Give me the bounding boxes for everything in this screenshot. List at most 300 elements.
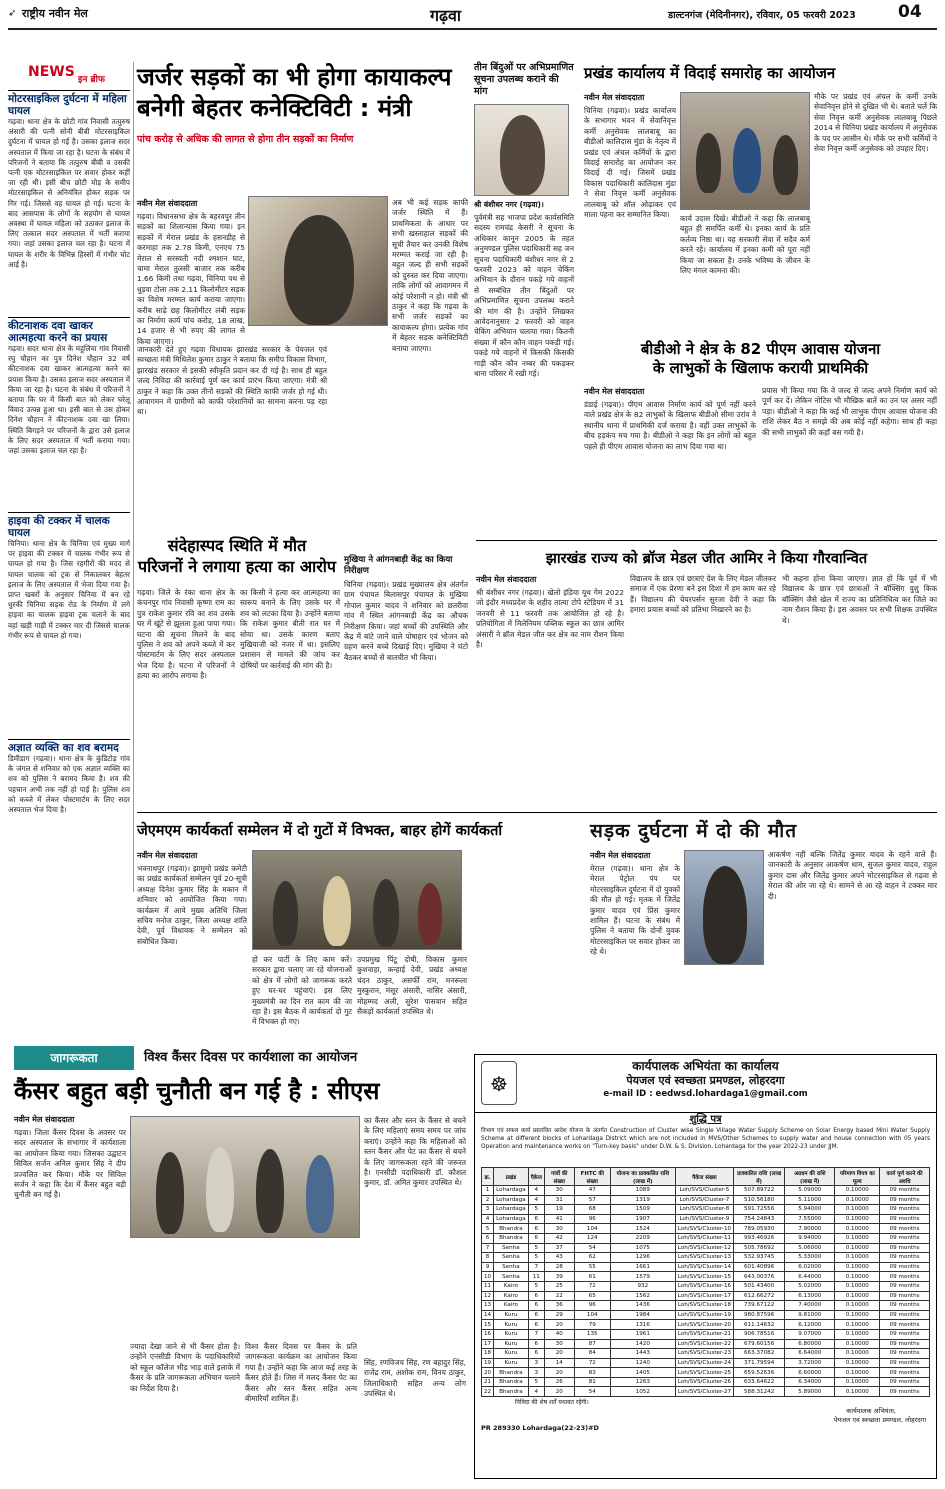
table-cell: 30 (544, 1186, 574, 1196)
table-cell: 0.10000 (835, 1205, 880, 1215)
table-cell: 20 (544, 1349, 574, 1359)
section-name: गढ़वा (430, 6, 462, 25)
dateline: डाल्टनगंज (मेदिनीनगर), रविवार, 05 फरवरी 2023 (668, 10, 856, 21)
table-cell: 1296 (610, 1253, 675, 1263)
table-cell: 81 (574, 1377, 610, 1387)
table-cell: 993.46926 (734, 1233, 785, 1243)
side-headline: तीन बिंदुओं पर अभिप्रमाणित सूचना उपलब्ध कराने की मांग (474, 62, 574, 97)
table-row (482, 1281, 930, 1291)
table-cell: 663.37082 (734, 1349, 785, 1359)
table-cell: Loh/SVS/Cluster-27 (675, 1387, 733, 1397)
suspicious-text-2: का किसी ने हत्या कर आत्महत्या का स्वरूप बनाने के लिए उसके घर में शव को लटका दिया है। उन्होंने बताया कि राकेश कुमार बीती रात घर में सोया था। उसके कारण बताए मुखियाजी को नजर में था। इसलिए प्रशासन से मामले की जांच कर दोषियों पर कार्रवाई की मांग की है। (240, 588, 340, 670)
table-cell: 7 (482, 1243, 494, 1253)
table-row (482, 1186, 930, 1196)
table-cell: 62 (574, 1253, 610, 1263)
table-cell: 13 (482, 1301, 494, 1311)
suspicious-col-1 (137, 588, 235, 808)
tender-email: e-mail ID : eedwsd.lohardaga1@gmail.com (603, 1089, 808, 1099)
table-cell: 0.10000 (835, 1387, 880, 1397)
table-cell: 611.14632 (734, 1320, 785, 1330)
cancer-col-5 (364, 1358, 466, 1478)
tender-dept: पेयजल एवं स्वच्छता प्रमण्डल, लोहरदगा (626, 1074, 785, 1087)
jmm-story (137, 820, 577, 844)
table-cell: 09 months (880, 1243, 930, 1253)
table-cell: 41 (544, 1214, 574, 1224)
table-cell: Loh/SVS/Cluster-14 (675, 1262, 733, 1272)
person-silhouette-icon (256, 1149, 284, 1233)
table-cell: 79 (574, 1320, 610, 1330)
table-cell: 54 (574, 1243, 610, 1253)
medal-headline: झारखंड राज्य को ब्रॉज मेडल जीत आमिर ने किया गौरवान्वित (545, 551, 868, 567)
table-cell: Loh/SVS/Cluster-25 (675, 1368, 733, 1378)
table-cell: 25 (544, 1281, 574, 1291)
table-row (482, 1310, 930, 1320)
table-cell: 0.10000 (835, 1281, 880, 1291)
suspicious-story (137, 535, 337, 595)
tender-header (475, 1055, 936, 1113)
tender-col-header: पैकेज (528, 1168, 544, 1186)
tender-col-header: योजना का प्राक्कलित राशि (लाख में) (610, 1168, 675, 1186)
table-cell: 55 (574, 1262, 610, 1272)
bdo-col-2 (762, 386, 937, 536)
news-logo-suffix: इन ब्रीफ (78, 75, 105, 85)
suspicious-col-2 (240, 588, 340, 808)
table-cell: 5 (528, 1281, 544, 1291)
minister-photo (248, 196, 388, 326)
table-cell: 11 (528, 1272, 544, 1282)
table-cell: 09 months (880, 1281, 930, 1291)
person-silhouette-icon (284, 215, 354, 325)
table-cell: 0.10000 (835, 1224, 880, 1234)
accident-col-2 (768, 850, 937, 1050)
tender-office: कार्यपालक अभियंता का कार्यालय (632, 1059, 779, 1073)
table-cell: 09 months (880, 1320, 930, 1330)
table-cell: 0.10000 (835, 1253, 880, 1263)
emblem-icon: ☸ (481, 1061, 517, 1105)
table-row (482, 1233, 930, 1243)
table-cell: 0.10000 (835, 1349, 880, 1359)
table-cell: Loh/SVS/Cluster-24 (675, 1358, 733, 1368)
suspicious-headline-1: संदेहास्पद स्थिति में मौत (167, 536, 307, 555)
table-row (482, 1205, 930, 1215)
table-cell: 739.67122 (734, 1301, 785, 1311)
table-cell: 3 (528, 1358, 544, 1368)
table-cell: 2 (482, 1195, 494, 1205)
table-cell: 7 (528, 1262, 544, 1272)
table-cell: 1436 (610, 1301, 675, 1311)
page-number: 04 (898, 2, 922, 22)
table-cell: 5 (528, 1205, 544, 1215)
table-cell: 1316 (610, 1320, 675, 1330)
table-row (482, 1224, 930, 1234)
table-row (482, 1195, 930, 1205)
farewell-col-3 (814, 92, 937, 337)
table-cell: 532.93745 (734, 1253, 785, 1263)
table-cell: 12 (482, 1291, 494, 1301)
table-cell: 2209 (610, 1233, 675, 1243)
table-cell: 36 (544, 1301, 574, 1311)
table-cell: 96 (574, 1214, 610, 1224)
tender-col-header: प्रखंड (494, 1168, 529, 1186)
table-cell: Loh/SVS/Cluster-22 (675, 1339, 733, 1349)
suspicious-text-1: गढ़वा। जिले के रंका थाना क्षेत्र के कंचनपुर गांव निवासी कृष्णा राम का पुत्र राकेश कुमार रवि का शव उसके घर में खूंटे से झूलता हुआ पाया गया। घटना की सूचना मिलने के बाद पुलिस ने शव को अपने कब्जे में कर पोस्टमार्टम के लिए सदर अस्पताल भेज दिया है। घटना में परिजनों ने हत्या का आरोप लगाया है। (137, 588, 235, 681)
farewell-text-2: कार्य उदास दिखे। बीडीओ ने कहा कि लालबाबू बहुत ही समर्पित कर्मी थे। इनका कार्य के प्रति कर्तव्य निष्ठा था। यह सरकारी सेवा में सदैव कर्म करते रहे। कार्यालय में इनका कमी को पूरा नहीं किया जा सकता है। उनके भविष्य के जीवन के लिए मंगल कामना की। (680, 214, 810, 276)
table-cell: Loh/SVS/Cluster-18 (675, 1301, 733, 1311)
table-row (482, 1253, 930, 1263)
cancer-byline: नवीन मेल संवाददाता (14, 1115, 75, 1124)
farewell-photo (680, 92, 810, 210)
cancer-col-1 (14, 1114, 126, 1479)
table-cell: 5.33000 (785, 1253, 835, 1263)
table-row (482, 1387, 930, 1397)
person-silhouette-icon (703, 866, 747, 964)
table-cell: 42 (544, 1233, 574, 1243)
table-row (482, 1358, 930, 1368)
table-cell: 3 (482, 1205, 494, 1215)
table-row (482, 1339, 930, 1349)
table-cell: 68 (574, 1205, 610, 1215)
bdo-headline-2: के लाभुकों के खिलाफ करायी प्राथमिकी (652, 359, 869, 377)
leader-photo (474, 104, 569, 196)
table-cell: Kairo (494, 1291, 529, 1301)
farewell-headline: प्रखंड कार्यालय में विदाई समारोह का आयोजन (584, 64, 836, 82)
table-row (482, 1243, 930, 1253)
table-cell: 5.09000 (785, 1186, 835, 1196)
anganwadi-text: चिनिया (गढ़वा)। प्रखंड मुख्यालय क्षेत्र अंतर्गत ग्राम पंचायत बिलासपुर पंचायत के मुखिया गोपाल कुमार यादव ने शनिवार को छतरीवा गांव में स्थित आंगनबाड़ी केंद्र का औचक निरीक्षण किया। जहां बच्चों की उपस्थिति और केंद्र में बांटे जाने वाले पोषाहार एवं भोजन को ग्रहण करने बच्चे दिखाई दिए। मुखिया ने घंटो बैठकर बच्चों से बातचीत भी किया। (344, 580, 468, 662)
table-cell: 6.12000 (785, 1320, 835, 1330)
table-cell: 26 (544, 1377, 574, 1387)
table-cell: 5.02000 (785, 1281, 835, 1291)
table-cell: 0.10000 (835, 1233, 880, 1243)
lead-col-1 (137, 198, 245, 346)
table-cell: 6 (482, 1233, 494, 1243)
medal-col-2 (630, 574, 776, 806)
tender-pr-number: PR 289330 Lohardaga(22-23)#D (481, 1424, 599, 1433)
table-cell: 7.55000 (785, 1214, 835, 1224)
cancer-text-3: ज्यादा देखा जाने से भी कैंसर होता है। उन्होंने एनसीडी विभाग के पदाधिकारियों को स्कूल कॉलेज भीड़ भाड़ वाले इलाके में कैंसर के प्रति जागरूकता अभियान चलाने का निर्देश दिया है। (130, 1342, 240, 1393)
medal-text-2: विद्यालय के छात्र एवं छात्राएं देश के लिए मेडल जीतकर समाज में एक प्रेरणा बने इस दिशा में हम काम कर रहे हैं। विद्यालय की चेयरपर्सन सुरजा देवी ने कहा कि हमारा प्रयास बच्चों को प्रतिभा निखारने का है। (630, 574, 776, 615)
tender-col-header: पैकेज संख्या (675, 1168, 733, 1186)
table-cell: 505.78692 (734, 1243, 785, 1253)
lead-text-col1: गढ़वा। विधानसभा क्षेत्र के बहरवपुर तीन सड़कों का शिलान्यास किया गया। इन सड़कों में मेराल प्रखंड के हसनडीह से करमाहा तक 2.78 किमी, एनएच 75 मेराल से सरस्वती नदी श्मशान घाट, चामा मेराल तुलसी बाजार तक करीब 1.66 किमी तथा गढ़वा, चिनिया पथ से धुड़वा टोला तक 2.11 किलोमीटर सड़क का विशेष मरम्मत कार्य कराया जाएगा। करीब साढ़े छह किलोमीटर लंबी सड़क का निर्माण कार्य पांच करोड़, 18 लाख, 14 हजार से भी रुपए की लागत से किया जाएगा। (137, 212, 245, 346)
table-row (482, 1214, 930, 1224)
table-cell: 6 (528, 1214, 544, 1224)
tender-intro: विभाग एवं सफल कार्य प्रस्तावित आदेश योजना के अंतर्गत Construction of Cluster wise Single Village Water Supply Scheme on Solar Energy based Mini Water Supply Scheme at different blocks of Lohardaga District which are not included in MVS/Other Schemes to supply water and house connection with 05 years Operation and maintenance works on "Turn-key basis" under D.W. & S. Division, Lohardaga for the year 2022-23 under JJM. (481, 1128, 930, 1150)
table-cell: 0.10000 (835, 1368, 880, 1378)
table-cell: Senha (494, 1262, 529, 1272)
table-cell: 601.40896 (734, 1262, 785, 1272)
table-cell: 39 (544, 1272, 574, 1282)
table-cell: 40 (544, 1329, 574, 1339)
table-cell: Loh/SVS/Cluster-12 (675, 1243, 733, 1253)
table-cell: 09 months (880, 1186, 930, 1196)
table-cell: 1443 (610, 1349, 675, 1359)
table-cell: 9 (482, 1262, 494, 1272)
cancer-col-4 (245, 1342, 357, 1479)
person-silhouette-icon (306, 1155, 334, 1233)
table-cell: 9.07000 (785, 1329, 835, 1339)
person-silhouette-icon (500, 115, 545, 195)
cancer-headline: कैंसर बहुत बड़ी चुनौती बन गई है : सीएस (14, 1077, 380, 1105)
table-cell: 7.40000 (785, 1301, 835, 1311)
jmm-text-2: हो कर पार्टी के लिए काम करें। सरकार द्वारा चलाए जा रहे योजनाओं को क्षेत्र में लोगों को जागरूक करते हुए घर-घर पहुंचाएं। इस लिए मुख्यमंत्री का दिन रात काम की जा रहा है। इस बैठक में कार्यकर्ता दो गुट में विभक्त हो गए। (252, 955, 352, 1027)
table-cell: 3 (528, 1368, 544, 1378)
table-cell: 37 (544, 1243, 574, 1253)
brief-item (8, 512, 130, 739)
side-story (474, 62, 574, 532)
table-cell: Bhandra (494, 1224, 529, 1234)
table-cell: Loh/SVS/Cluster-8 (675, 1205, 733, 1215)
side-byline: श्री बंशीधर नगर (गढ़वा)। (474, 200, 544, 209)
table-cell: 789.05930 (734, 1224, 785, 1234)
table-cell: 14 (544, 1358, 574, 1368)
brief-title: हाइवा की टक्कर में चालक घायल (8, 515, 110, 539)
table-cell: 6 (528, 1339, 544, 1349)
table-cell: 1907 (610, 1214, 675, 1224)
table-cell: 20 (544, 1320, 574, 1330)
table-cell: 09 months (880, 1329, 930, 1339)
lead-text-col3: अब भी कई सड़क काफी जर्जर स्थिति में हैं। प्राथमिकता के आधार पर सभी खस्ताहाल सड़कों की सूची तैयार कर उनकी विशेष मरम्मत कराई जा रही है। बहुत जल्द ही सभी सड़कों को दुरुस्त कर दिया जाएगा। ताकि लोगों को आवागमन में कोई परेशानी न हो। मंत्री श्री ठाकुर ने कहा कि गढ़वा के सभी जर्जर सड़कों का कायाकल्प होगा। प्रत्येक गांव में बेहतर सड़क कनेक्टिविटी बनाया जाएगा। (392, 198, 468, 353)
table-cell: 932 (610, 1281, 675, 1291)
lead-headline-1: जर्जर सड़कों का भी होगा कायाकल्प (137, 63, 452, 91)
accident-col-1 (590, 850, 680, 1050)
lead-headline-2: बनेगी बेहतर कनेक्टिविटी : मंत्री (137, 94, 412, 122)
table-row (482, 1368, 930, 1378)
medal-col-3 (782, 574, 937, 806)
table-cell: 09 months (880, 1224, 930, 1234)
accident-victim-photo (684, 850, 764, 965)
medal-col-1 (476, 574, 624, 806)
table-cell: Loh/SVS/Cluster-19 (675, 1310, 733, 1320)
table-cell: 1263 (610, 1377, 675, 1387)
table-cell: 1089 (610, 1186, 675, 1196)
table-cell: 6.02000 (785, 1262, 835, 1272)
medal-text-1: श्री बंशीधर नगर (गढ़वा)। खेलो इंडिया यूथ गेम 2022 जो इंदौर मध्यप्रदेश के शहीद तात्या टोपे स्टेडियम में 31 जनवरी से 11 फरवरी तक आयोजित हो रहे है। प्रतियोगिता में मिलेनियम पब्लिक स्कूल का छात्र आमिर अंसारी ने ब्रॉज मेडल जीत कर क्षेत्र का नाम रौशन किया है। (476, 588, 624, 650)
person-silhouette-icon (323, 876, 351, 946)
cancer-text-5: सिंह, रणविजय सिंह, रण बहादुर सिंह, राजेंद्र राम, अशोक राम, विनय ठाकुर, जिलाधिकारी सहित अन्य लोग उपस्थित थे। (364, 1358, 466, 1399)
table-cell: 19 (482, 1358, 494, 1368)
table-cell: 1524 (610, 1224, 675, 1234)
table-cell: 6.80000 (785, 1339, 835, 1349)
brief-item (8, 739, 130, 864)
brief-title: मोटरसाइकिल दुर्घटना में महिला घायल (8, 93, 127, 117)
table-cell: 4 (482, 1214, 494, 1224)
person-silhouette-icon (156, 1152, 184, 1234)
accident-headline: सड़क दुर्घटना में दो की मौत (590, 820, 798, 842)
table-cell: 47 (574, 1186, 610, 1196)
table-cell: 1240 (610, 1358, 675, 1368)
table-cell: 31 (544, 1195, 574, 1205)
brief-text: गढ़वा। थाना क्षेत्र के छोटी गांव निवासी तत्पुरुष अंसारी की पत्नी सोनी बीबी मोटरसाइकिल दुर्घटना में घायल हो गई है। उसका इलाज सदर अस्पताल में किया जा रहा है। घटना के संबंध में परिजनों ने बताया कि तत्पुरुष बीबी व उसकी पत्नी एक मोटरसाइकिल पर सवार होकर कहीं जा रही थी। इसी बीच छोटी मोड़ के समीप मोटरसाइकिल से अनियंत्रित होकर सड़क पर गिर गई। जिससे वह घायल हो गई। घटना के बाद आसपास के लोगों के सहयोग से घायल अवस्था में घायल महिला को उठाकर इलाज के लिए तत्काल सदर अस्पताल में भर्ती कराया गया। जहां उसका इलाज चल रहा है। घटना में घायल के शरीर के विभिन्न हिस्सों में गंभीर चोट आई है। (8, 117, 130, 269)
table-cell: 29 (544, 1310, 574, 1320)
table-cell: 501.43400 (734, 1281, 785, 1291)
medal-text-3: भी कहना होना किया जाएगा। ज्ञात हो कि पूर्व में भी विद्यालय के छात्र एवं छात्राओं ने बॉक्सिंग वुशु किक बॉक्सिंग जैसे खेल में राज्य का प्रतिनिधित्व कर जिले का नाम रौशन किया है। इस अवसर पर सभी शिक्षक उपस्थित थे। (782, 574, 937, 625)
jmm-text-1: भवनाथपुर (गढ़वा)। झामुमो प्रखंड कमेटी का प्रखंड कार्यकर्ता सम्मेलन पूर्व 20-सूत्री अध्यक्ष दिनेश कुमार सिंह के मकान में शनिवार को आयोजित किया गया। कार्यक्रम में आये मुख्य अतिथि जिला सचिव मनोज ठाकुर, जिला अध्यक्ष शांति देवी, पूर्व विधायक ने सम्मेलन को संबोधित किया। (137, 864, 247, 946)
accident-text-2: आकर्षण नहीं बल्कि जितेंद्र कुमार यादव के रहने वाले हैं। जानकारी के अनुसार आकर्षण धाम, सुजल कुमार यादव, राहुल कुमार दास और जितेंद्र कुमार अपने मोटरसाइकिल से गढ़वा से मेराल की ओर जा रहे थे। सामने से आ रहे वाहन ने टक्कर मार दी। (768, 850, 937, 901)
table-cell: 09 months (880, 1339, 930, 1349)
jmm-photo (252, 850, 462, 950)
table-cell: 643.00376 (734, 1272, 785, 1282)
table-cell: 15 (482, 1320, 494, 1330)
jmm-text-3: उपप्रमुख पिंटू दोषी, विकास कुमार कुशवाहा, कन्हाई देवी, प्रखंड अध्यक्ष चंदन ठाकुर, असर्फी राम, मनरूला मुस्कुरान, मंसूर अंसारी, नासिर अंसारी, मोहम्मद अली, सुरेश पासवान सहित सैकड़ों कार्यकर्ता उपस्थित थे। (357, 955, 467, 1017)
table-cell: 10 (482, 1272, 494, 1282)
table-cell: 0.10000 (835, 1186, 880, 1196)
masthead (0, 0, 945, 40)
table-cell: Loh/SVS/Cluster-26 (675, 1377, 733, 1387)
person-silhouette-icon (696, 133, 721, 193)
table-cell: Loh/SVS/Cluster-17 (675, 1291, 733, 1301)
table-cell: 1319 (610, 1195, 675, 1205)
table-cell: 21 (482, 1377, 494, 1387)
table-cell: 4 (528, 1387, 544, 1397)
bdo-col-1 (584, 386, 756, 536)
bdo-text-2: प्रयास भी किया गया कि वे जल्द से जल्द अपने निर्माण कार्य को पूर्ण कर दें। लेकिन नोटिस भी मौखिक बातें का उन पर असर नहीं पड़ा। बीडीओ ने कहा कि कई भी लाभुक पीएम आवास योजना की राशि लेकर बैठ न समझे की अब कोई नहीं कहेगा। साथ ही कहा की सभी लाभुकों की कहाँ बस गयी है। (762, 386, 937, 437)
table-cell: 5 (528, 1253, 544, 1263)
table-cell: 09 months (880, 1310, 930, 1320)
table-cell: 0.10000 (835, 1358, 880, 1368)
cancer-event-photo (130, 1116, 360, 1238)
table-cell: 5 (482, 1224, 494, 1234)
table-cell: Bhandra (494, 1233, 529, 1243)
brief-title: कीटनाशक दवा खाकर आत्महत्या करने का प्रयास (8, 320, 108, 344)
brief-item (8, 317, 130, 512)
table-row (482, 1291, 930, 1301)
paper-name: राष्ट्रीय नवीन मेल (22, 7, 88, 20)
accident-text-1: मेराल (गढ़वा)। थाना क्षेत्र के मेराल पेट्रोल पंप पर मोटरसाइकिल दुर्घटना में दो युवकों की मौत हो गई। मृतक में जितेंद्र कुमार यादव एवं प्रिंस कुमार शामिल हैं। घटना के संबंध में पुलिस ने बताया कि दोनों युवक मोटरसाइकिल पर सवार होकर जा रहे थे। (590, 864, 680, 957)
table-cell: 43 (544, 1253, 574, 1263)
table-cell: 09 months (880, 1377, 930, 1387)
table-cell: 3.72000 (785, 1358, 835, 1368)
farewell-text-1: चिनिया (गढ़वा)। प्रखंड कार्यालय के सभागार भवन में सेवानिवृत्त कर्मी अनुसेवक लालबाबू का बीडीओ कालिदास मुंडा के नेतृत्व में प्रखंड एवं अंचल कर्मियों के द्वारा विदाई समारोह का आयोजन कर विदाई दी गई। जिसमें प्रखंड विकास पदाधिकारी कालिदास मुंडा ने सेवा निवृत्त कर्मी अनुसेवक लालबाबू को शॉल ओढ़ाकर एवं माला पहना कर सम्मानित किया। (584, 106, 676, 220)
bdo-byline: नवीन मेल संवाददाता (584, 387, 645, 396)
suspicious-headline-2: परिजनों ने लगाया हत्या का आरोप (138, 557, 336, 576)
medal-story (476, 548, 937, 572)
table-cell: 612.66272 (734, 1291, 785, 1301)
table-cell: Kuru (494, 1349, 529, 1359)
table-cell: 371.79594 (734, 1358, 785, 1368)
table-cell: 0.10000 (835, 1320, 880, 1330)
table-cell: 54 (574, 1387, 610, 1397)
table-cell: 5.06000 (785, 1243, 835, 1253)
table-cell: Loh/SVS/Cluster-13 (675, 1253, 733, 1263)
side-text: पूर्वमंत्री सह भाजपा प्रदेश कार्यसमिति सदस्य रामचंद्र केसरी ने सूचना के अधिकार कानून 2005 के तहत अनुमण्डल पुलिस पदाधिकारी सह जन सूचना पदाधिकारी बंशीधर नगर से 2 फरवरी 2023 को वाहन चेकिंग अभियान के दौरान पकड़े गये वाहनों से सम्बंधित तीन बिंदुओं पर अभिप्रमाणित सूचना उपलब्ध कराने की मांग की है। उन्होंने लिखकर आवेदनानुसार 2 फरवरी को वाहन चेकिंग अभियान चलाया गया। कितनी संख्या में कौन कौन वाहन पकड़ी गई। पकड़े गये वाहनों में किसकी किसकी गाड़ी कौन कौन नम्बर की पकड़कर थाना परिसर में रखी गई। (474, 213, 574, 379)
farewell-col-2 (680, 214, 810, 336)
table-cell: 09 months (880, 1272, 930, 1282)
cancer-kicker: जागरूकता (14, 1046, 134, 1070)
table-cell: 633.64622 (734, 1377, 785, 1387)
table-cell: Loh/SVS/Cluster-11 (675, 1233, 733, 1243)
tender-notice (474, 1054, 937, 1479)
table-row (482, 1329, 930, 1339)
table-cell: 5.11000 (785, 1195, 835, 1205)
table-cell: 09 months (880, 1253, 930, 1263)
table-cell: Kuru (494, 1320, 529, 1330)
tender-col-header: प्राक्कलित राशि (लाख में) (734, 1168, 785, 1186)
table-cell: 659.52636 (734, 1368, 785, 1378)
brief-title: अज्ञात व्यक्ति का शव बरामद (8, 742, 119, 754)
table-cell: 09 months (880, 1301, 930, 1311)
table-cell: 4 (528, 1186, 544, 1196)
table-cell: 09 months (880, 1368, 930, 1378)
table-cell: 588.31242 (734, 1387, 785, 1397)
table-cell: 6.13000 (785, 1291, 835, 1301)
tender-col-header: अग्रधन की राशि (लाख में) (785, 1168, 835, 1186)
table-cell: 30 (544, 1224, 574, 1234)
table-cell: Kuru (494, 1358, 529, 1368)
cancer-col-2 (364, 1116, 466, 1354)
table-cell: 0.10000 (835, 1301, 880, 1311)
table-cell: 0.10000 (835, 1195, 880, 1205)
person-silhouette-icon (273, 881, 298, 946)
table-cell: 7.90000 (785, 1224, 835, 1234)
person-silhouette-icon (418, 883, 442, 945)
accident-byline: नवीन मेल संवाददाता (590, 851, 651, 860)
bird-logo-icon: ➶ (8, 8, 17, 19)
anganwadi-headline: मुखिया ने आंगनबाड़ी केंद्र का किया निरीक्षण (344, 555, 453, 576)
table-cell: 87 (574, 1339, 610, 1349)
table-cell: 679.60156 (734, 1339, 785, 1349)
table-cell: 1579 (610, 1272, 675, 1282)
table-cell: 5 (528, 1377, 544, 1387)
table-cell: 14 (482, 1310, 494, 1320)
tender-col-header: गांवों की संख्या (544, 1168, 574, 1186)
table-cell: Bhandra (494, 1387, 529, 1397)
lead-text-col2: जानकारी देते हुए गढ़वा विधायक झारखंड सरकार के पेयजल एवं स्वच्छता मंत्री मिथिलेश कुमार ठाकुर ने बताया कि समीप विकास विभाग, झारखंड सरकार से इसकी स्वीकृति प्रदान कर दी गई है। साथ ही बहुत जल्द निविदा की कार्रवाई पूर्ण कर कार्य प्रारंभ किया जाएगा। मंत्री श्री ठाकुर ने कहा कि उक्त तीनों सड़कों की स्थिति काफी जर्जर हो गई थी। आवागमन में ग्रामीणों को काफी परेशानियों का सामना करना पड़ रहा था। (137, 345, 327, 417)
table-cell: 1562 (610, 1291, 675, 1301)
table-cell: 0.10000 (835, 1377, 880, 1387)
lead-col-2 (137, 345, 327, 525)
person-silhouette-icon (733, 128, 761, 193)
table-cell: 1405 (610, 1368, 675, 1378)
cancer-text-4: विश्व कैंसर दिवस पर कैंसर के प्रति जागरूकता कार्यक्रम का आयोजन किया गया है। उन्होंने कहा कि आज कई तरह के कैंसर होते हैं। जिस में मलद कैंसर पेट का कैंसर और स्तन कैंसर सहित अन्य बीमारियाँ शामिल हैं। (245, 1342, 357, 1404)
table-cell: 09 months (880, 1205, 930, 1215)
table-cell: Bhandra (494, 1368, 529, 1378)
table-cell: 16 (482, 1329, 494, 1339)
cancer-col-3 (130, 1342, 240, 1479)
brief-text: चिनिया। थाना क्षेत्र के चिनिया एवं मुख्य मार्ग पर हाइवा की टक्कर में चालक गंभीर रूप से घायल हो गया है। जिस रहगीरों की मदद से घायल चालक को ट्रक से निकालकर बेहतर इलाज के लिए अस्पताल में भेजा दिया गया है। प्राप्त खबरों के अनुसार चिनिया में बन रहे धुरकी चिनिया सड़क रोड के निर्माण में लगे हाइवा का चालक हाइवा ट्रक चलाने के बाद वहां खड़ी गाड़ी में टक्कर मार दी जिससे चालक गंभीर रूप से घायल हो गया। (8, 539, 130, 640)
table-cell: 5 (528, 1243, 544, 1253)
table-cell: 1075 (610, 1243, 675, 1253)
tender-col-header: FHTC की संख्या (574, 1168, 610, 1186)
person-silhouette-icon (206, 1147, 234, 1232)
table-cell: 1961 (610, 1329, 675, 1339)
table-cell: Lohardaga (494, 1214, 529, 1224)
table-cell: 0.10000 (835, 1291, 880, 1301)
table-cell: 09 months (880, 1358, 930, 1368)
table-cell: 591.72556 (734, 1205, 785, 1215)
cancer-headline-box (14, 1074, 466, 1110)
table-cell: 1 (482, 1186, 494, 1196)
table-cell: 507.89722 (734, 1186, 785, 1196)
table-cell: 6.34000 (785, 1377, 835, 1387)
tender-note: निविदा की शेष शर्तें यथावत रहेंगी। (515, 1399, 589, 1407)
table-cell: 57 (574, 1195, 610, 1205)
table-cell: 09 months (880, 1233, 930, 1243)
table-cell: 6 (528, 1291, 544, 1301)
table-cell: 61 (574, 1272, 610, 1282)
table-cell: Loh/SVS/Cluster-5 (675, 1186, 733, 1196)
table-cell: Kuru (494, 1310, 529, 1320)
cancer-text-2: का कैंसर और स्तन के कैंसर से बचने के लिए महिलाएं समय समय पर जांच कराएं। उन्होंने कहा कि महिलाओं को स्तन कैंसर और पेट का कैंसर से बचने के लिए जागरूकता रहने की जरूरत है। एनसीडी पदाधिकारी डॉ. कौशल कुमार, डॉ. अमित कुमार उपस्थित थे। (364, 1116, 466, 1188)
table-cell: 09 months (880, 1291, 930, 1301)
table-cell: 84 (574, 1349, 610, 1359)
table-cell: 906.78516 (734, 1329, 785, 1339)
table-cell: Bhandra (494, 1377, 529, 1387)
table-cell: 754.24843 (734, 1214, 785, 1224)
table-cell: 124 (574, 1233, 610, 1243)
table-cell: 83 (574, 1368, 610, 1378)
brief-item (8, 90, 130, 317)
